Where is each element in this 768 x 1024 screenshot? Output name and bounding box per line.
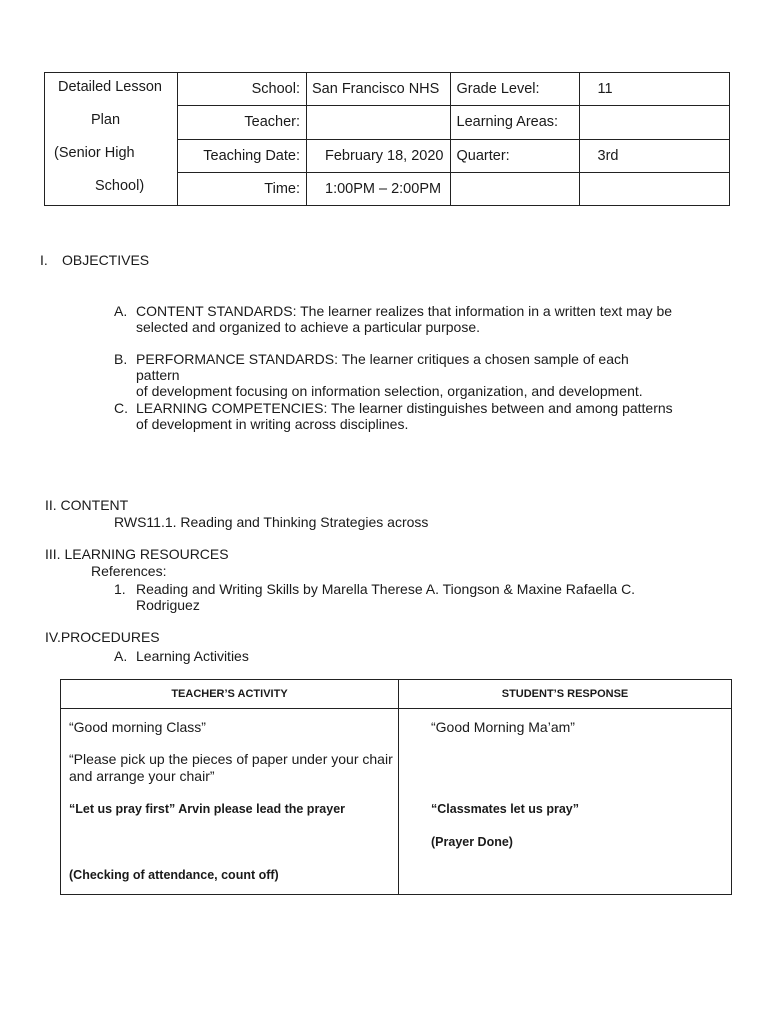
empty-cell [579,172,729,205]
plan-title-line: School) [95,178,145,194]
student-response-column-header: STUDENT’S RESPONSE [501,688,629,700]
student-prayer-done: (Prayer Done) [431,835,513,849]
objective-line: CONTENT STANDARDS: The learner realizes that information in a written text may be [136,303,673,319]
teacher-value [307,106,451,139]
learning-areas-value [579,106,729,139]
objective-text [136,351,676,399]
time-value: 1:00PM – 2:00PM [307,172,451,205]
grade-level-value: 11 [579,73,729,106]
references-label: References: [91,563,167,579]
reference-line: Reading and Writing Skills by Marella Therese A. Tiongson & Maxine Rafaella C. [136,581,636,597]
learning-activities-heading: Learning Activities [136,648,249,664]
plan-title-cell [45,73,178,206]
teacher-prayer: “Let us pray first” Arvin please lead the prayer [69,802,346,816]
plan-title-line: (Senior High [54,145,135,161]
teacher-activity-column-header: TEACHER’S ACTIVITY [171,688,288,700]
objective-line: of development focusing on information selection, organization, and development. [136,383,643,399]
objectives-heading-number: I. [40,252,48,268]
teacher-instruction-line: and arrange your chair” [69,768,215,784]
learning-areas-label: Learning Areas: [450,106,579,139]
objective-marker: C. [114,400,128,416]
teacher-label: Teacher: [178,106,307,139]
quarter-label: Quarter: [450,139,579,172]
teaching-date-value: February 18, 2020 [307,139,451,172]
student-prayer: “Classmates let us pray” [431,802,579,816]
student-greeting: “Good Morning Ma’am” [431,719,575,735]
content-heading: II. CONTENT [45,497,129,513]
column-divider [398,680,399,894]
teaching-date-label: Teaching Date: [178,139,307,172]
time-label: Time: [178,172,307,205]
quarter-value: 3rd [579,139,729,172]
teacher-greeting: “Good morning Class” [69,719,206,735]
objective-line: LEARNING COMPETENCIES: The learner distinguishes between and among patterns [136,400,673,416]
objective-text [136,400,676,432]
reference-text [136,581,676,613]
objectives-heading: OBJECTIVES [62,252,150,268]
objective-line: selected and organized to achieve a particular purpose. [136,319,480,335]
reference-marker: 1. [114,581,126,597]
content-text: RWS11.1. Reading and Thinking Strategies across [114,514,429,530]
teacher-instruction-line: “Please pick up the pieces of paper under your chair [69,751,393,767]
resources-heading: III. LEARNING RESOURCES [45,546,229,562]
header-divider [61,708,731,709]
grade-level-label: Grade Level: [450,73,579,106]
plan-title-line: Plan [91,112,121,128]
school-value: San Francisco NHS [307,73,451,106]
school-label: School: [178,73,307,106]
objective-marker: B. [114,351,128,367]
plan-title-line: Detailed Lesson [58,79,162,95]
objective-marker: A. [114,303,128,319]
reference-line: Rodriguez [136,597,200,613]
objective-line: PERFORMANCE STANDARDS: The learner critiques a chosen sample of each pattern [136,351,629,383]
learning-activities-marker: A. [114,648,128,664]
procedures-heading: IV.PROCEDURES [45,629,160,645]
objective-text [136,303,676,335]
objective-line: of development in writing across disciplines. [136,416,409,432]
teacher-attendance: (Checking of attendance, count off) [69,868,279,882]
lesson-plan-header-table [44,72,730,206]
learning-activities-table [60,679,732,895]
empty-cell [450,172,579,205]
